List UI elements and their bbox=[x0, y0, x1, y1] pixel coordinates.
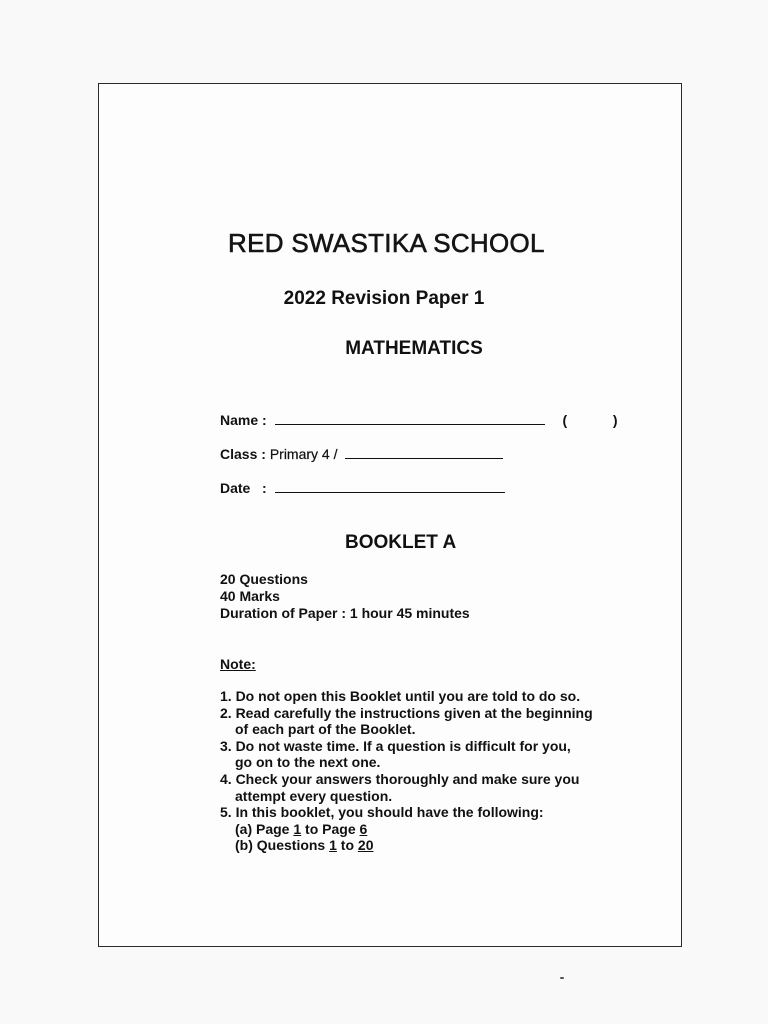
page-range-end: 6 bbox=[359, 820, 368, 837]
question-range-line bbox=[220, 837, 593, 854]
note-heading: Note: bbox=[220, 656, 256, 672]
date-label: Date : bbox=[220, 480, 267, 496]
instruction-continuation: go on to the next one. bbox=[235, 754, 381, 771]
name-field-row bbox=[220, 412, 618, 428]
booklet-title: BOOKLET A bbox=[345, 532, 457, 553]
instructions-list bbox=[220, 688, 593, 854]
question-range-prefix: (b) Questions bbox=[235, 837, 330, 854]
class-input-line[interactable] bbox=[345, 457, 503, 459]
class-value: Primary 4 / bbox=[269, 446, 338, 462]
question-range-end: 20 bbox=[357, 837, 374, 854]
page-range-mid: to Page bbox=[301, 820, 360, 837]
name-label: Name : bbox=[220, 412, 267, 428]
paper-details bbox=[220, 571, 470, 622]
instruction-continuation: attempt every question. bbox=[235, 787, 393, 804]
page-range-start: 1 bbox=[293, 820, 302, 837]
school-name: RED SWASTIKA SCHOOL bbox=[228, 228, 545, 258]
paper-title: 2022 Revision Paper 1 bbox=[283, 288, 485, 309]
page-range-prefix: (a) Page bbox=[235, 820, 294, 837]
instruction-item: 1. Do not open this Booklet until you are told to do so. bbox=[220, 688, 581, 704]
total-marks: 40 Marks bbox=[220, 588, 280, 604]
class-label: Class : bbox=[220, 446, 266, 462]
subject-title: MATHEMATICS bbox=[345, 338, 483, 359]
instruction-item: 4. Check your answers thoroughly and make sure you bbox=[220, 770, 580, 787]
name-input-line[interactable] bbox=[275, 423, 545, 425]
question-count: 20 Questions bbox=[220, 571, 308, 587]
page-range-line bbox=[220, 821, 593, 838]
class-field-row bbox=[220, 446, 503, 462]
date-field-row bbox=[220, 480, 505, 496]
instruction-item: 2. Read carefully the instructions given at the beginning bbox=[220, 704, 593, 721]
register-number-open-paren: ( bbox=[562, 412, 568, 428]
question-range-mid: to bbox=[336, 837, 358, 854]
register-number-close-paren: ) bbox=[612, 412, 618, 428]
instruction-item: 3. Do not waste time. If a question is difficult for you, bbox=[220, 737, 571, 754]
instruction-item: 5. In this booklet, you should have the following: bbox=[220, 804, 544, 821]
question-range-start: 1 bbox=[329, 837, 337, 854]
paper-duration: Duration of Paper : 1 hour 45 minutes bbox=[220, 605, 470, 621]
instruction-continuation: of each part of the Booklet. bbox=[235, 721, 416, 738]
date-input-line[interactable] bbox=[275, 491, 505, 493]
scan-speck bbox=[560, 977, 564, 979]
